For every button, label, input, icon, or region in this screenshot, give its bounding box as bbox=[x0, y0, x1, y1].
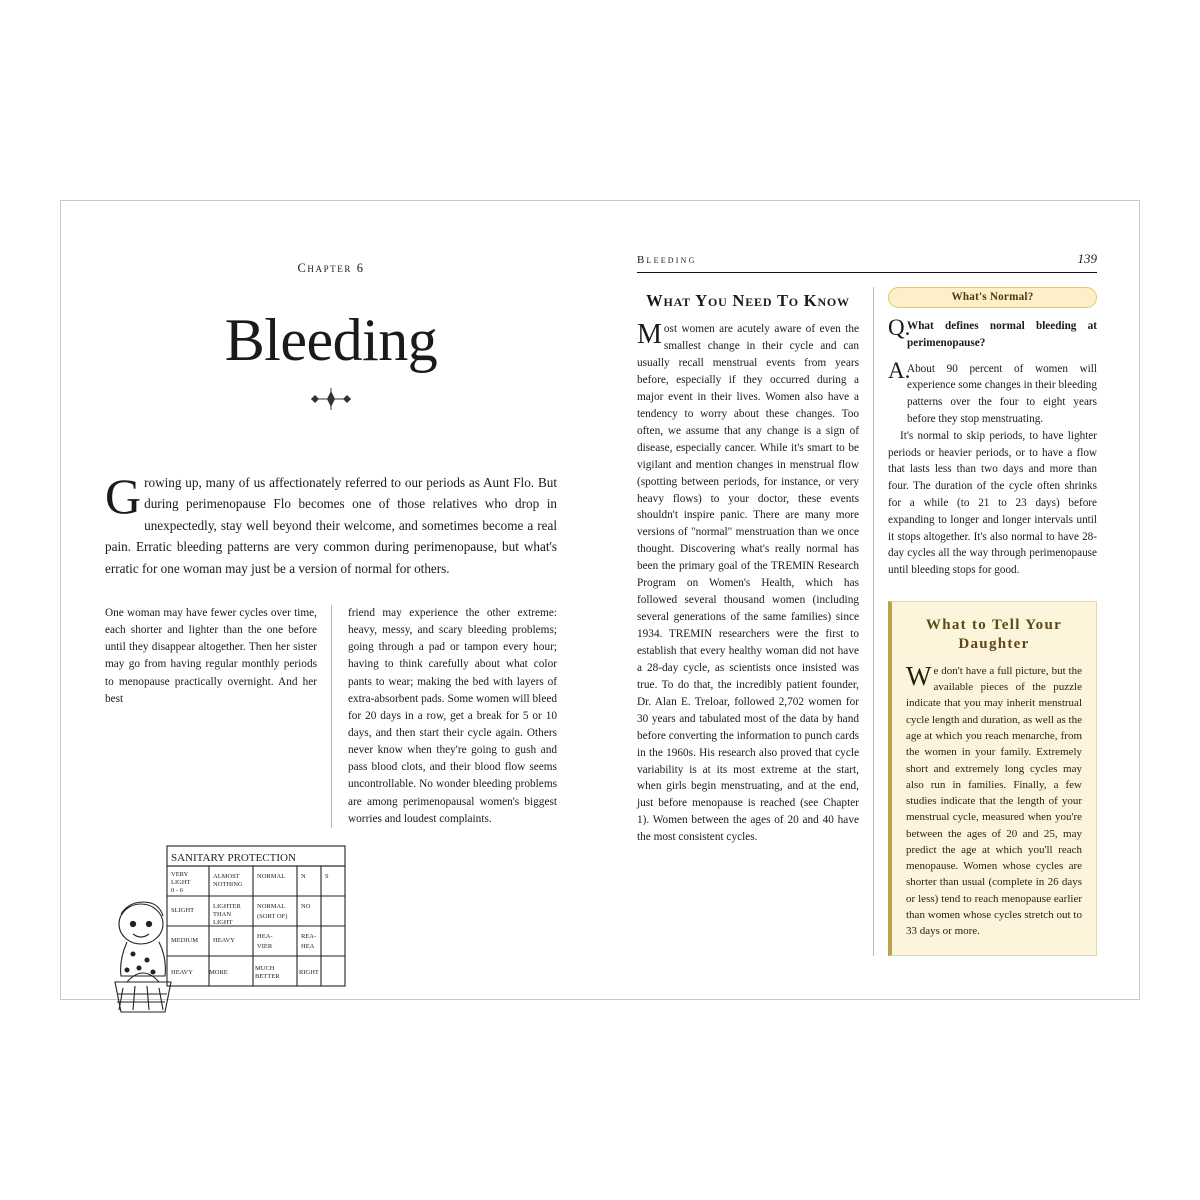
main-body-text bbox=[637, 321, 859, 846]
svg-text:SLIGHT: SLIGHT bbox=[171, 906, 195, 914]
page-title: Bleeding bbox=[224, 307, 438, 373]
svg-text:THAN: THAN bbox=[213, 910, 232, 918]
ornament-divider bbox=[105, 388, 557, 416]
sidebar-column bbox=[873, 287, 1097, 956]
answer-text: About 90 percent of women will experience some changes in their bleeding patterns over the four to eight years before they stop menstruating. bbox=[907, 362, 1097, 425]
svg-text:MEDIUM: MEDIUM bbox=[171, 936, 199, 944]
svg-text:MORE: MORE bbox=[209, 968, 228, 976]
svg-text:0 - 6: 0 - 6 bbox=[171, 886, 183, 894]
main-body-copy: ost women are acutely aware of even the smallest change in their cycle and can usually recall menstrual events from years before, especially if they occurred during a major event in their lives. Women also have a tendency to worry about these changes. Too often, we assume that any change is a sign of disease, especially cancer. While it's smart to be vigilant and mention changes in menstrual flow (spotting between periods, for instance, or very heavy flows) to your doctor, these events shouldn't inspire panic. There are many more versions of "normal" menstruation than we once thought. Discovering what's really normal has been the primary goal of the TREMIN Research Program on Women's Health, which has followed several thousand women (including several generations of the same families) since 1934. TREMIN researchers were the first to establish that every healthy woman did not have a 28-day cycle, as scientists once insisted was true. To do that, the incredibly patient founder, Dr. Alan E. Treloar, followed 2,702 women for 30 years and tabulated most of the data by hand before converting the information to punch cards in the 1960s. His research also proved that cycle variability is at its most extreme at the start, when girls begin menstruating, and at the end, just before menopause is reached (see Chapter 1). Women between the ages of 20 and 40 have the most consistent cycles. bbox=[637, 323, 859, 844]
svg-text:(SORT OF): (SORT OF) bbox=[257, 912, 288, 920]
what-to-tell-your-daughter-box bbox=[888, 601, 1097, 957]
sidebar-dropcap: W bbox=[906, 660, 932, 691]
running-head-title: Bleeding bbox=[637, 254, 697, 266]
svg-text:MUCH: MUCH bbox=[255, 964, 275, 972]
svg-text:HEA: HEA bbox=[301, 942, 315, 950]
main-dropcap: M bbox=[637, 319, 662, 351]
svg-text:N: N bbox=[301, 872, 306, 880]
right-page-columns bbox=[637, 287, 1097, 956]
sidebar-box-body bbox=[906, 660, 1082, 940]
sidebar-body-copy: e don't have a full picture, but the available pieces of the puzzle indicate that you may inherit menstrual cycle length and duration, as well as the age at which you reach menarche, from the women in your family. Extremely short and extremely long cycles may also run in families. Finally, a few studies indicate that the length of your menstrual cycle, measured when you're between the ages of 20 and 25, may predict the age at which you'll reach menopause. Women whose cycles are shorter than usual (complete in 26 days or less) tend to reach menopause earlier than women whose cycles stretch out to 33 days or more. bbox=[906, 664, 1082, 938]
ornament-icon bbox=[307, 388, 355, 410]
whats-normal-badge: What's Normal? bbox=[888, 287, 1097, 308]
section-heading: What You Need To Know bbox=[646, 291, 850, 310]
qa-question bbox=[888, 315, 1097, 352]
body-column-right: friend may experience the other extreme: heavy, messy, and scary bleeding problems; going through a pad or tampon every hour; having to think carefully about what color pants to wear; making the bed with layers of extra-absorbent pads. Some women will bleed for 20 days in a row, get a break for 5 or 10 days, and then start their cycle again. Others never know when they're going to gush and pass blood clots, and their blood flow seems uncontrollable. No wonder bleeding problems are among perimenopausal women's biggest worries and loudest complaints. bbox=[331, 605, 557, 828]
right-page bbox=[601, 201, 1141, 999]
svg-text:LIGHT: LIGHT bbox=[171, 878, 191, 886]
svg-text:NORMAL: NORMAL bbox=[257, 902, 286, 910]
svg-text:VERY: VERY bbox=[171, 870, 189, 878]
intro-text: rowing up, many of us affectionately referred to our periods as Aunt Flo. But during perimenopause Flo becomes one of those relatives who drop in unexpectedly, stay well beyond their welcome, and sometimes become a real pain. Erratic bleeding patterns are very common during perimenopause, but what's erratic for one woman may just be a version of normal for others. bbox=[105, 475, 557, 576]
svg-text:S: S bbox=[325, 872, 329, 880]
svg-text:HEAVY: HEAVY bbox=[171, 968, 193, 976]
svg-text:NOTHING: NOTHING bbox=[213, 880, 243, 888]
question-text: What defines normal bleeding at perimenopause? bbox=[907, 320, 1097, 349]
svg-text:RIGHT: RIGHT bbox=[299, 968, 319, 976]
svg-text:LIGHT: LIGHT bbox=[213, 918, 233, 926]
intro-dropcap: G bbox=[105, 468, 142, 524]
svg-text:NORMAL: NORMAL bbox=[257, 872, 286, 880]
svg-text:HEAVY: HEAVY bbox=[213, 936, 235, 944]
svg-text:ALMOST: ALMOST bbox=[213, 872, 240, 880]
question-letter: Q. bbox=[888, 315, 911, 340]
cartoon-illustration bbox=[105, 842, 557, 1024]
running-head bbox=[637, 251, 1097, 273]
chapter-label: Chapter 6 bbox=[297, 261, 365, 275]
sidebar-box-title: What to Tell Your Daughter bbox=[925, 616, 1063, 653]
intro-paragraph bbox=[105, 468, 557, 579]
svg-text:LIGHTER: LIGHTER bbox=[213, 902, 241, 910]
left-page bbox=[61, 201, 601, 999]
cartoon-chart-title: SANITARY PROTECTION bbox=[171, 851, 296, 864]
qa-answer bbox=[888, 357, 1097, 428]
svg-text:HEA-: HEA- bbox=[257, 932, 273, 940]
body-column-left: One woman may have fewer cycles over time, each shorter and lighter than the one before until they disappear altogether. Then her sister may go from having regular monthly periods to menopause practically overnight. And her best bbox=[105, 606, 317, 705]
svg-text:NO: NO bbox=[301, 902, 311, 910]
book-spread bbox=[60, 200, 1140, 1000]
sanitary-protection-cartoon-icon bbox=[105, 842, 355, 1022]
page-number: 139 bbox=[1077, 251, 1097, 266]
two-column-body bbox=[105, 605, 557, 828]
svg-text:VIER: VIER bbox=[257, 942, 273, 950]
answer-letter: A. bbox=[888, 357, 911, 383]
svg-text:BETTER: BETTER bbox=[255, 972, 280, 980]
svg-text:REA-: REA- bbox=[301, 932, 317, 940]
answer-continuation: It's normal to skip periods, to have lighter periods or heavier periods, or to have a flow that lasts less than two days and more than four. The duration of the cycle often shrinks for a while (to 21 to 23 days) before expanding to longer and longer intervals until it stops altogether. It's also normal to have 28-day cycles all the way through perimenopause until bleeding stops for good. bbox=[888, 429, 1097, 577]
qa-block bbox=[888, 315, 1097, 579]
main-text-column bbox=[637, 287, 873, 956]
